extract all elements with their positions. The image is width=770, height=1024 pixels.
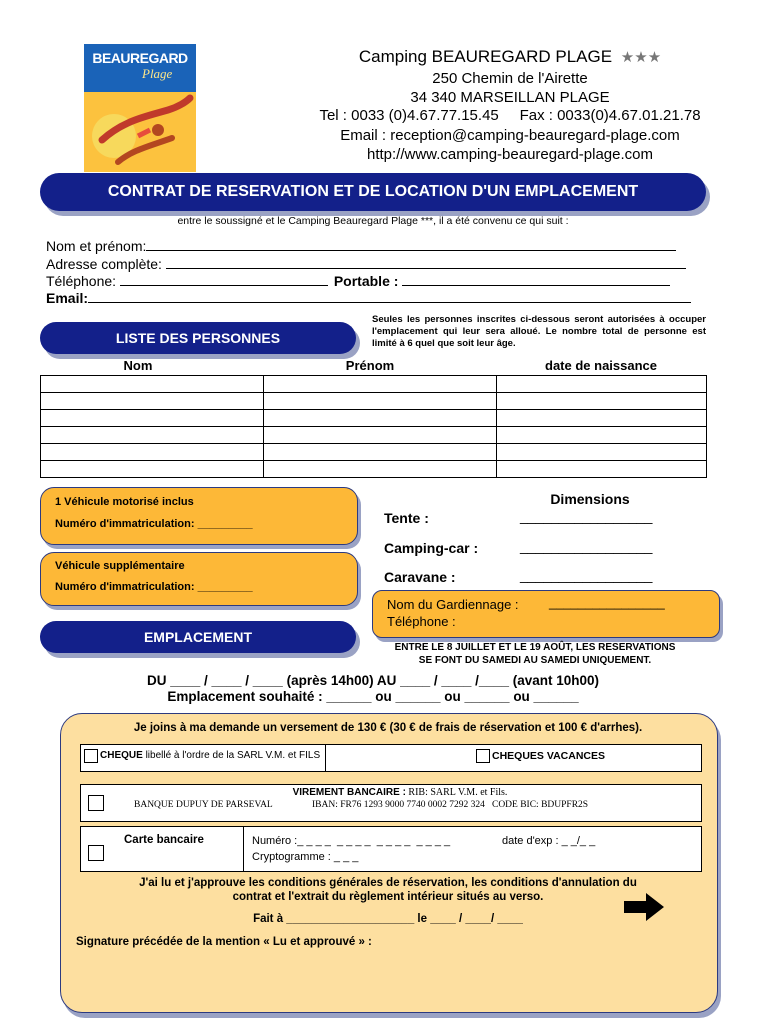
caravane-input[interactable]: _________________ [520, 567, 653, 583]
iban-text: IBAN: FR76 1293 9000 7740 0002 7292 324 CODE BIC: BDUPFR2S [312, 800, 589, 810]
page-title: CONTRAT DE RESERVATION ET DE LOCATION D'UN EMPLACEMENT [107, 183, 639, 200]
carte-label: Carte bancaire [124, 834, 204, 846]
address-line-1: 250 Chemin de l'Airette [432, 70, 588, 87]
table-cell[interactable] [497, 461, 707, 478]
table-cell[interactable] [497, 427, 707, 444]
vehicle-extra-title: Véhicule supplémentaire [55, 560, 185, 572]
persons-table [40, 375, 707, 478]
agreement-line-2: contrat et l'extrait du règlement intérieur situés au verso. [232, 891, 544, 903]
star-rating-icon: ★★★ [620, 49, 662, 66]
vehicle-included-box [40, 487, 358, 545]
name-field[interactable] [46, 237, 676, 254]
carte-row [80, 826, 702, 872]
cheques-vacances-checkbox[interactable] [476, 749, 490, 763]
tente-input[interactable]: _________________ [520, 508, 653, 524]
gardiennage-box [372, 590, 720, 638]
table-row [41, 393, 707, 410]
vehicle-included-plate[interactable]: Numéro d'immatriculation: _________ [55, 518, 253, 530]
table-cell[interactable] [41, 410, 264, 427]
table-cell[interactable] [264, 444, 497, 461]
phone-fax: Tel : 0033 (0)4.67.77.15.45 Fax : 0033(0)4.67.01.21.78 [319, 107, 701, 124]
virement-title-bold: VIREMENT BANCAIRE : [292, 787, 406, 798]
persons-note: Seules les personnes inscrites ci-dessous seront autorisées à occuper l'emplacement qui leur sera alloué. Le nombre total de personne est limité à 6 quel que soit leur âge. [372, 314, 706, 349]
cheque-label-bold: CHEQUE [100, 750, 143, 761]
website-link[interactable]: http://www.camping-beauregard-plage.com [367, 146, 653, 163]
email-address[interactable]: Email : reception@camping-beauregard-plage.com [340, 127, 680, 144]
gardiennage-label: Nom du Gardiennage : [387, 597, 519, 612]
cheque-label-rest: libellé à l'ordre de la SARL V.M. et FILS [142, 750, 321, 761]
card-expiry-input[interactable]: date d'exp : _ _/_ _ [502, 835, 596, 847]
mobile-label: Portable : [333, 273, 399, 289]
phone-label: Téléphone: [46, 273, 117, 289]
table-cell[interactable] [41, 376, 264, 393]
agreement-line-1: J'ai lu et j'approuve les conditions générales de réservation, les conditions d'annulation du [139, 877, 637, 889]
logo-figure [98, 80, 194, 172]
caravane-label: Caravane : [384, 569, 456, 585]
persons-banner [40, 322, 356, 354]
phone-field[interactable] [46, 272, 670, 289]
persons-title: LISTE DES PERSONNES [115, 330, 281, 346]
camping-car-input[interactable]: _________________ [520, 538, 653, 554]
virement-title [120, 787, 680, 798]
fait-a-field[interactable]: Fait à ____________________ le ____ / ____/ ____ [253, 913, 523, 925]
logo [84, 44, 196, 172]
tente-label: Tente : [384, 510, 429, 526]
table-cell[interactable] [264, 393, 497, 410]
card-cvv-input[interactable]: Cryptogramme : _ _ _ [252, 851, 359, 863]
table-cell[interactable] [497, 444, 707, 461]
table-row [41, 461, 707, 478]
emplacement-wish[interactable]: Emplacement souhaité : ______ ou ______ ou ______ ou ______ [167, 689, 579, 704]
column-header-prenom: Prénom [345, 358, 395, 373]
column-header-nom: Nom [123, 358, 153, 373]
vehicle-included-title: 1 Véhicule motorisé inclus [55, 496, 194, 508]
address-label: Adresse complète: [46, 256, 162, 272]
emplacement-title: EMPLACEMENT [143, 629, 253, 645]
table-cell[interactable] [264, 376, 497, 393]
intro-text: entre le soussigné et le Camping Beauregard Plage ***, il a été convenu ce qui suit : [177, 215, 569, 227]
signature-label[interactable]: Signature précédée de la mention « Lu et approuvé » : [76, 936, 372, 948]
logo-subtitle: Plage [142, 66, 173, 81]
bank-name: BANQUE DUPUY DE PARSEVAL [134, 800, 273, 810]
payment-intro: Je joins à ma demande un versement de 130 € (30 € de frais de réservation et 100 € d'arrhes). [133, 722, 643, 734]
carte-checkbox[interactable] [88, 845, 104, 861]
address-field[interactable] [46, 255, 686, 272]
vehicle-extra-plate[interactable]: Numéro d'immatriculation: _________ [55, 581, 253, 593]
contract-title-banner [40, 173, 706, 211]
cheque-label [100, 750, 320, 761]
virement-title-rest: RIB: SARL V.M. et Fils. [405, 787, 508, 798]
table-row [41, 376, 707, 393]
table-cell[interactable] [41, 461, 264, 478]
vehicle-extra-box [40, 552, 358, 606]
camping-name-text: Camping BEAUREGARD PLAGE [358, 47, 613, 66]
table-cell[interactable] [264, 410, 497, 427]
arrow-right-icon [624, 893, 664, 921]
emplacement-banner [40, 621, 356, 653]
table-row [41, 410, 707, 427]
season-note-2: SE FONT DU SAMEDI AU SAMEDI UNIQUEMENT. [418, 655, 652, 666]
table-cell[interactable] [41, 427, 264, 444]
season-note-1: ENTRE LE 8 JUILLET ET LE 19 AOÛT, LES RESERVATIONS [394, 642, 676, 653]
table-cell[interactable] [41, 444, 264, 461]
camping-car-label: Camping-car : [384, 540, 479, 556]
table-cell[interactable] [264, 427, 497, 444]
gardiennage-input[interactable]: ________________ [549, 595, 665, 610]
table-cell[interactable] [497, 376, 707, 393]
email-field[interactable] [46, 289, 691, 306]
stay-dates[interactable]: DU ____ / ____ / ____ (après 14h00) AU ____ / ____ /____ (avant 10h00) [146, 673, 600, 688]
table-row [41, 444, 707, 461]
table-cell[interactable] [41, 393, 264, 410]
table-cell[interactable] [497, 393, 707, 410]
dimensions-title: Dimensions [550, 491, 630, 507]
email-label: Email: [46, 290, 89, 306]
column-header-dob: date de naissance [545, 358, 657, 373]
camping-name [250, 46, 770, 69]
gardiennage-phone-label: Téléphone : [387, 614, 456, 629]
cheque-checkbox[interactable] [84, 749, 98, 763]
card-number-input[interactable]: Numéro :_ _ _ _ _ _ _ _ _ _ _ _ _ _ _ _ [252, 835, 451, 847]
table-cell[interactable] [497, 410, 707, 427]
address-line-2: 34 340 MARSEILLAN PLAGE [410, 89, 610, 106]
cheques-vacances-label: CHEQUES VACANCES [492, 750, 605, 762]
name-label: Nom et prénom: [46, 238, 147, 254]
virement-checkbox[interactable] [88, 795, 104, 811]
table-row [41, 427, 707, 444]
logo-title: BEAUREGARD [92, 50, 188, 66]
table-cell[interactable] [264, 461, 497, 478]
